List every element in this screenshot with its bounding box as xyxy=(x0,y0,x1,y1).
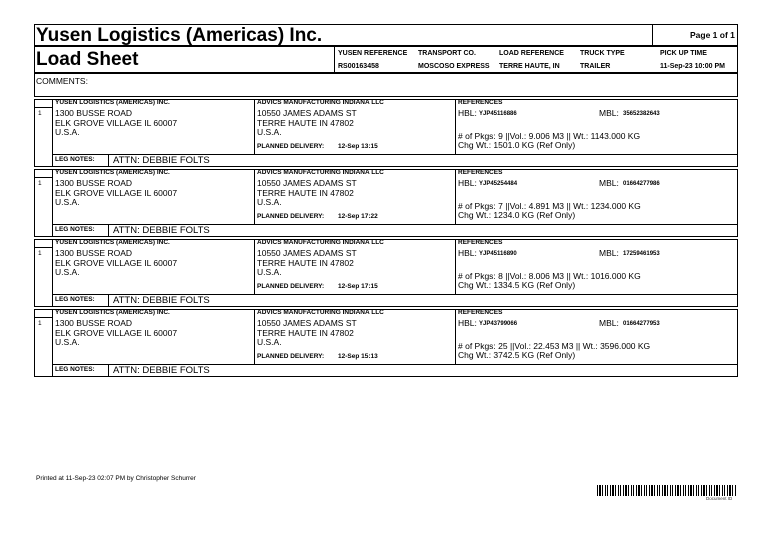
load-reference-label: LOAD REFERENCE xyxy=(499,50,564,57)
to-address-line1: 10550 JAMES ADAMS ST xyxy=(257,248,357,258)
comments-label: COMMENTS: xyxy=(36,76,88,86)
leg-notes-label: LEG NOTES: xyxy=(55,366,95,373)
from-address-line1: 1300 BUSSE ROAD xyxy=(55,178,133,188)
mbl-value: 17259461953 xyxy=(623,251,660,257)
leg-notes-value: ATTN: DEBBIE FOLTS xyxy=(113,295,210,306)
from-address-line1: 1300 BUSSE ROAD xyxy=(55,108,133,118)
hbl-label: HBL: xyxy=(458,248,477,258)
from-company: YUSEN LOGISTICS (AMERICAS) INC. xyxy=(55,99,170,106)
transport-co-label: TRANSPORT CO. xyxy=(418,50,476,57)
mbl-value: 35652382643 xyxy=(623,111,660,117)
pickup-time-label: PICK UP TIME xyxy=(660,50,707,57)
load-reference-value: TERRE HAUTE, IN xyxy=(499,63,560,70)
to-address-line2: TERRE HAUTE IN 47802 xyxy=(257,258,354,268)
from-company: YUSEN LOGISTICS (AMERICAS) INC. xyxy=(55,309,170,316)
leg-notes-label: LEG NOTES: xyxy=(55,156,95,163)
leg-notes-value: ATTN: DEBBIE FOLTS xyxy=(113,225,210,236)
leg-notes-value: ATTN: DEBBIE FOLTS xyxy=(113,155,210,166)
to-address-line2: TERRE HAUTE IN 47802 xyxy=(257,188,354,198)
from-address-line3: U.S.A. xyxy=(55,127,80,137)
mbl-value: 01664277986 xyxy=(623,181,660,187)
to-company: ADVICS MANUFACTURING INDIANA LLC xyxy=(257,239,384,246)
leg-notes-value: ATTN: DEBBIE FOLTS xyxy=(113,365,210,376)
leg-notes-label: LEG NOTES: xyxy=(55,296,95,303)
hbl-value: YJP45254484 xyxy=(479,181,518,187)
references-label: REFERENCES xyxy=(458,99,503,106)
mbl-label: MBL: xyxy=(599,248,619,258)
hbl-value: YJP43799066 xyxy=(479,321,518,327)
page-number: Page 1 of 1 xyxy=(690,30,735,40)
from-address-line3: U.S.A. xyxy=(55,337,80,347)
pkgs-line: # of Pkgs: 8 ||Vol.: 8.006 M3 || Wt.: 1016.000 KG xyxy=(458,271,641,281)
hbl-label: HBL: xyxy=(458,318,477,328)
chg-weight-line: Chg Wt.: 3742.5 KG (Ref Only) xyxy=(458,350,576,360)
from-address-line2: ELK GROVE VILLAGE IL 60007 xyxy=(55,188,178,198)
yusen-reference-label: YUSEN REFERENCE xyxy=(338,50,408,57)
to-address-line1: 10550 JAMES ADAMS ST xyxy=(257,178,357,188)
hbl-label: HBL: xyxy=(458,108,477,118)
to-address-line3: U.S.A. xyxy=(257,127,282,137)
to-company: ADVICS MANUFACTURING INDIANA LLC xyxy=(257,309,384,316)
pkgs-line: # of Pkgs: 7 ||Vol.: 4.891 M3 || Wt.: 1234.000 KG xyxy=(458,201,641,211)
company-title: Yusen Logistics (Americas) Inc. xyxy=(36,25,323,46)
planned-delivery-value: 12-Sep 17:22 xyxy=(338,213,378,220)
mbl-label: MBL: xyxy=(599,318,619,328)
yusen-reference-value: RS00163458 xyxy=(338,63,379,70)
chg-weight-line: Chg Wt.: 1501.0 KG (Ref Only) xyxy=(458,140,576,150)
from-company: YUSEN LOGISTICS (AMERICAS) INC. xyxy=(55,169,170,176)
truck-type-value: TRAILER xyxy=(580,63,611,70)
to-address-line3: U.S.A. xyxy=(257,197,282,207)
leg-notes-label: LEG NOTES: xyxy=(55,226,95,233)
doc-title: Load Sheet xyxy=(36,49,139,70)
from-address-line1: 1300 BUSSE ROAD xyxy=(55,318,133,328)
from-address-line3: U.S.A. xyxy=(55,267,80,277)
from-address-line2: ELK GROVE VILLAGE IL 60007 xyxy=(55,328,178,338)
references-label: REFERENCES xyxy=(458,309,503,316)
hbl-value: YJP45116886 xyxy=(479,111,517,117)
to-address-line1: 10550 JAMES ADAMS ST xyxy=(257,108,357,118)
from-address-line3: U.S.A. xyxy=(55,197,80,207)
to-company: ADVICS MANUFACTURING INDIANA LLC xyxy=(257,99,384,106)
to-address-line2: TERRE HAUTE IN 47802 xyxy=(257,118,354,128)
printed-info: Printed at 11-Sep-23 02:07 PM by Christopher Schurrer xyxy=(36,475,196,482)
hbl-label: HBL: xyxy=(458,178,477,188)
transport-co-value: MOSCOSO EXPRESS xyxy=(418,63,490,70)
barcode-caption: Document ID xyxy=(706,496,733,501)
chg-weight-line: Chg Wt.: 1334.5 KG (Ref Only) xyxy=(458,280,576,290)
from-company: YUSEN LOGISTICS (AMERICAS) INC. xyxy=(55,239,170,246)
mbl-value: 01664277953 xyxy=(623,321,660,327)
pkgs-line: # of Pkgs: 25 ||Vol.: 22.453 M3 || Wt.: 3596.000 KG xyxy=(458,341,651,351)
planned-delivery-value: 12-Sep 13:15 xyxy=(338,143,378,150)
pkgs-line: # of Pkgs: 9 ||Vol.: 9.006 M3 || Wt.: 1143.000 KG xyxy=(458,131,641,141)
from-address-line1: 1300 BUSSE ROAD xyxy=(55,248,133,258)
to-address-line1: 10550 JAMES ADAMS ST xyxy=(257,318,357,328)
planned-delivery-label: PLANNED DELIVERY: xyxy=(257,353,325,360)
leg-number: 1 xyxy=(38,320,42,327)
leg-number: 1 xyxy=(38,110,42,117)
references-label: REFERENCES xyxy=(458,239,503,246)
planned-delivery-label: PLANNED DELIVERY: xyxy=(257,213,325,220)
chg-weight-line: Chg Wt.: 1234.0 KG (Ref Only) xyxy=(458,210,576,220)
planned-delivery-value: 12-Sep 17:15 xyxy=(338,283,378,290)
pickup-time-value: 11-Sep-23 10:00 PM xyxy=(660,63,725,70)
mbl-label: MBL: xyxy=(599,178,619,188)
hbl-value: YJP45116890 xyxy=(479,251,517,257)
planned-delivery-label: PLANNED DELIVERY: xyxy=(257,283,325,290)
planned-delivery-label: PLANNED DELIVERY: xyxy=(257,143,325,150)
from-address-line2: ELK GROVE VILLAGE IL 60007 xyxy=(55,258,178,268)
leg-number: 1 xyxy=(38,180,42,187)
to-address-line3: U.S.A. xyxy=(257,267,282,277)
mbl-label: MBL: xyxy=(599,108,619,118)
to-address-line3: U.S.A. xyxy=(257,337,282,347)
barcode xyxy=(597,485,737,496)
from-address-line2: ELK GROVE VILLAGE IL 60007 xyxy=(55,118,178,128)
references-label: REFERENCES xyxy=(458,169,503,176)
to-company: ADVICS MANUFACTURING INDIANA LLC xyxy=(257,169,384,176)
leg-number: 1 xyxy=(38,250,42,257)
planned-delivery-value: 12-Sep 15:13 xyxy=(338,353,378,360)
to-address-line2: TERRE HAUTE IN 47802 xyxy=(257,328,354,338)
truck-type-label: TRUCK TYPE xyxy=(580,50,625,57)
